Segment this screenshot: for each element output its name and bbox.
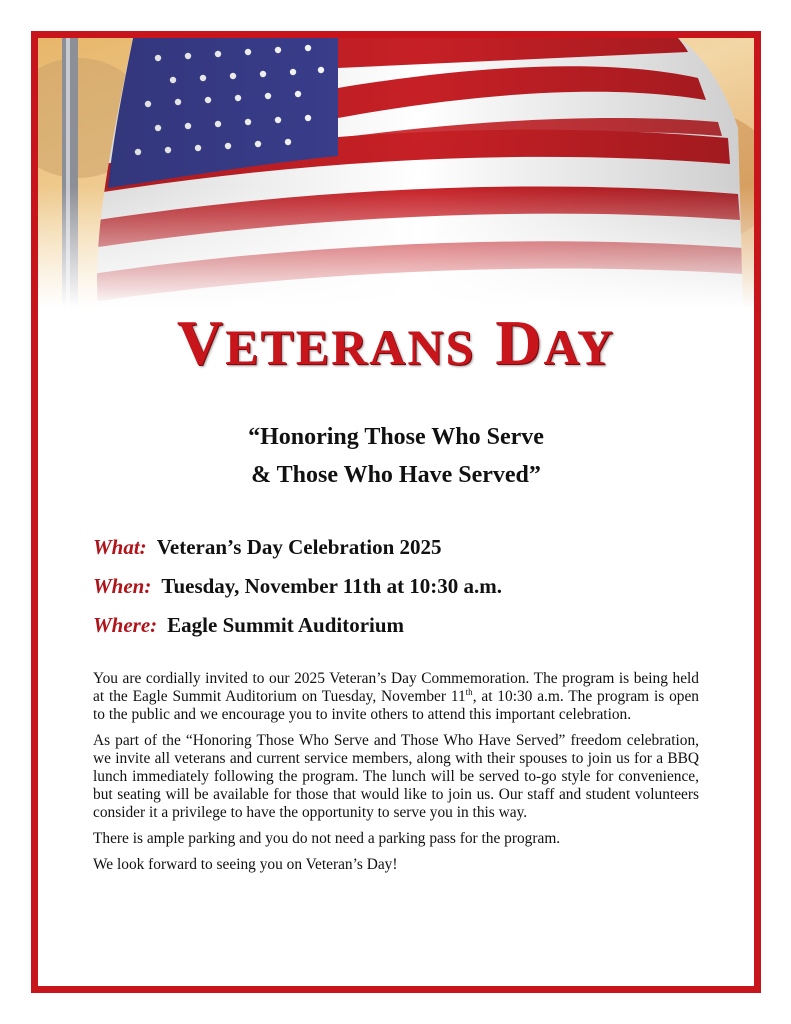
invitation-body: [93, 670, 699, 882]
paragraph-invitation: [93, 670, 699, 724]
title-word-veterans: ETERANS: [225, 319, 476, 375]
detail-where-value: Eagle Summit Auditorium: [167, 613, 405, 637]
quote-line-2: & Those Who Have Served”: [251, 462, 541, 488]
detail-when: [93, 567, 713, 606]
theme-quote: [38, 418, 754, 494]
detail-when-label: When:: [93, 574, 152, 598]
detail-where-label: Where:: [93, 613, 158, 637]
american-flag-image: [38, 38, 754, 308]
paragraph-lunch: As part of the “Honoring Those Who Serve and Those Who Have Served” freedom celebration, we invite all veterans and current service members, along with their spouses to join us for a BBQ lunch immediately following the program. The lunch will be served to-go style for convenience, but seating will be available for those that would like to join us. Our staff and student volunteers consider it a privilege to have the opportunity to serve you in this way.: [93, 732, 699, 821]
quote-line-1: “Honoring Those Who Serve: [248, 424, 544, 450]
p1-text-a: You are cordially invited to our 2025 Veteran’s Day Commemoration. The program is being held at the Eagle Summit Auditorium on Tuesday, November 11: [93, 670, 699, 705]
detail-what: [93, 528, 713, 567]
title-initial-d: D: [495, 307, 544, 378]
detail-what-label: What:: [93, 535, 147, 559]
paragraph-parking: There is ample parking and you do not need a parking pass for the program.: [93, 830, 561, 847]
flyer-border: [31, 31, 761, 993]
detail-where: [93, 606, 713, 645]
veterans-day-title: [38, 306, 754, 380]
title-word-day: AY: [543, 319, 616, 375]
title-initial-v: V: [176, 307, 226, 378]
paragraph-closing: We look forward to seeing you on Veteran’s Day!: [93, 856, 398, 873]
detail-when-value: Tuesday, November 11th at 10:30 a.m.: [161, 574, 503, 598]
p1-text-b: , at 10:30 a.m. The program is open to the public and we encourage you to invite others to attend this important celebration.: [93, 688, 699, 723]
p1-superscript: th: [465, 686, 473, 697]
event-details: [93, 528, 713, 645]
detail-what-value: Veteran’s Day Celebration 2025: [156, 535, 442, 559]
